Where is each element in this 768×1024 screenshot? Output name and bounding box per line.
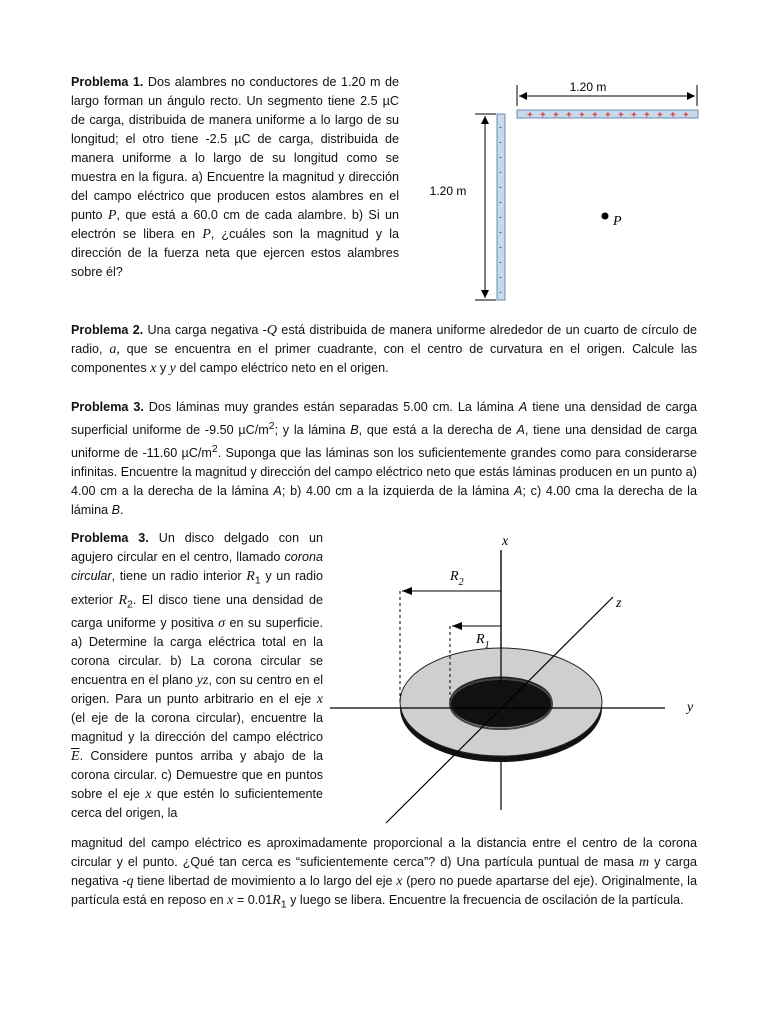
problem-3-text: Problema 3. Dos láminas muy grandes están separadas 5.00 cm. La lámina A tiene una densidad de carga superficial uniforme de -9.50 $\mu C/m^2$; y la lámina B, que está a la derecha de A, tiene una densidad de carga uniforme de -11.60 $\mu C/m^2$. Suponga que las láminas son los suficientemente grandes como para considerarse infinitas. Encuentre la magnitud y dirección del campo eléctrico neto que estás láminas producen en un punto a) 4.00 cm a la derecha de la lámina A; b) 4.00 cm a la izquierda de la lámina A; c) 4.00 cma la derecha de la lámina B.	[71, 400, 697, 518]
svg-text:+: +	[605, 110, 611, 121]
svg-text:-: -	[499, 182, 502, 192]
svg-text:-: -	[499, 122, 502, 132]
top-dimension-label: 1.20 m	[569, 80, 607, 94]
svg-text:+: +	[618, 110, 624, 121]
problem-2-title: Problema 2.	[71, 323, 144, 337]
svg-text:+: +	[631, 110, 637, 121]
problem-2-text: Problema 2. Una carga negativa -Q está distribuida de manera uniforme alrededor de un cuarto de círculo de radio, a, que se encuentra en el primer cuadrante, con el centro de curvatura en el origen. Calcule las componentes x y y del campo eléctrico neto en el origen.	[71, 323, 697, 376]
svg-text:+: +	[592, 110, 598, 121]
svg-text:-: -	[499, 287, 502, 297]
problem-4-title: Problema 3.	[71, 531, 149, 545]
side-dimension-label: 1.20 m	[429, 184, 467, 198]
svg-text:-: -	[499, 242, 502, 252]
svg-text:-: -	[499, 272, 502, 282]
x-axis-label: x	[502, 534, 509, 549]
r1-label: $R_1$	[476, 632, 490, 651]
svg-text:+: +	[540, 110, 546, 121]
svg-text:-: -	[499, 197, 502, 207]
problem-4-continuation: magnitud del campo eléctrico es aproximadamente proporcional a la distancia entre el centro de la corona circular y el punto. ¿Qué tan cerca es “suficientemente cerca”? d) Una partícula puntual de masa m y carga negativa -q tiene libertad de movimiento a lo largo del eje x (pero no puede apartarse del eje). Originalmente, la partícula está en reposo en $x = 0.01R_1$ y luego se libera. Encuentre la frecuencia de oscilación de la partícula.	[71, 836, 697, 911]
problem-3-title: Problema 3.	[71, 400, 144, 414]
figure-annulus	[320, 525, 720, 830]
svg-text:-: -	[499, 167, 502, 177]
problem-4-text: Problema 3. Un disco delgado con un agujero circular en el centro, llamado corona circular, tiene un radio interior $R_1$ y un radio exterior $R_2$. El disco tiene una densidad de carga uniforme y positiva σ en su superficie. a) Determine la carga eléctrica total en la corona circular. b) La corona circular se encuentra en el plano yz, con su centro en el origen. Para un punto arbitrario en el eje x (el eje de la corona circular), encuentre la magnitud y la dirección del campo eléctrico $\overline{E}$. Considere puntos arriba y abajo de la corona circular. c) Demuestre que en puntos sobre el eje x que estén lo suficientemente cerca del origen, la	[71, 531, 323, 821]
y-axis-label: y	[687, 700, 694, 715]
r2-label: $R_2$	[450, 569, 464, 588]
point-p-label: P	[613, 214, 622, 229]
svg-text:+: +	[670, 110, 676, 121]
svg-text:+: +	[566, 110, 572, 121]
problem-1-text: Problema 1. Dos alambres no conductores de 1.20 m de largo forman un ángulo recto. Un segmento tiene 2.5 µC de carga, distribuida de manera uniforme a lo largo de su longitud; el otro tiene -2.5 µC de carga, distribuida de manera uniforme a lo largo de su longitud como se muestra en la figura. a) Encuentre la magnitud y dirección del campo eléctrico que producen estos alambres en el punto P, que está a 60.0 cm de cada alambre. b) Si un electrón se libera en P, ¿cuáles son la magnitud y la dirección de la fuerza neta que ejercen estos alambres sobre él?	[71, 75, 400, 279]
svg-text:+: +	[553, 110, 559, 121]
problem-1-title: Problema 1.	[71, 75, 144, 89]
svg-text:+: +	[657, 110, 663, 121]
svg-text:-: -	[499, 257, 502, 267]
figure-wires	[420, 70, 720, 310]
svg-text:-: -	[499, 212, 502, 222]
svg-text:+: +	[527, 110, 533, 121]
z-axis-label: z	[616, 596, 622, 611]
svg-text:-: -	[499, 227, 502, 237]
svg-text:-: -	[499, 137, 502, 147]
point-p	[602, 213, 609, 220]
svg-text:+: +	[579, 110, 585, 121]
svg-text:+: +	[683, 110, 689, 121]
svg-text:-: -	[499, 152, 502, 162]
svg-text:+: +	[644, 110, 650, 121]
